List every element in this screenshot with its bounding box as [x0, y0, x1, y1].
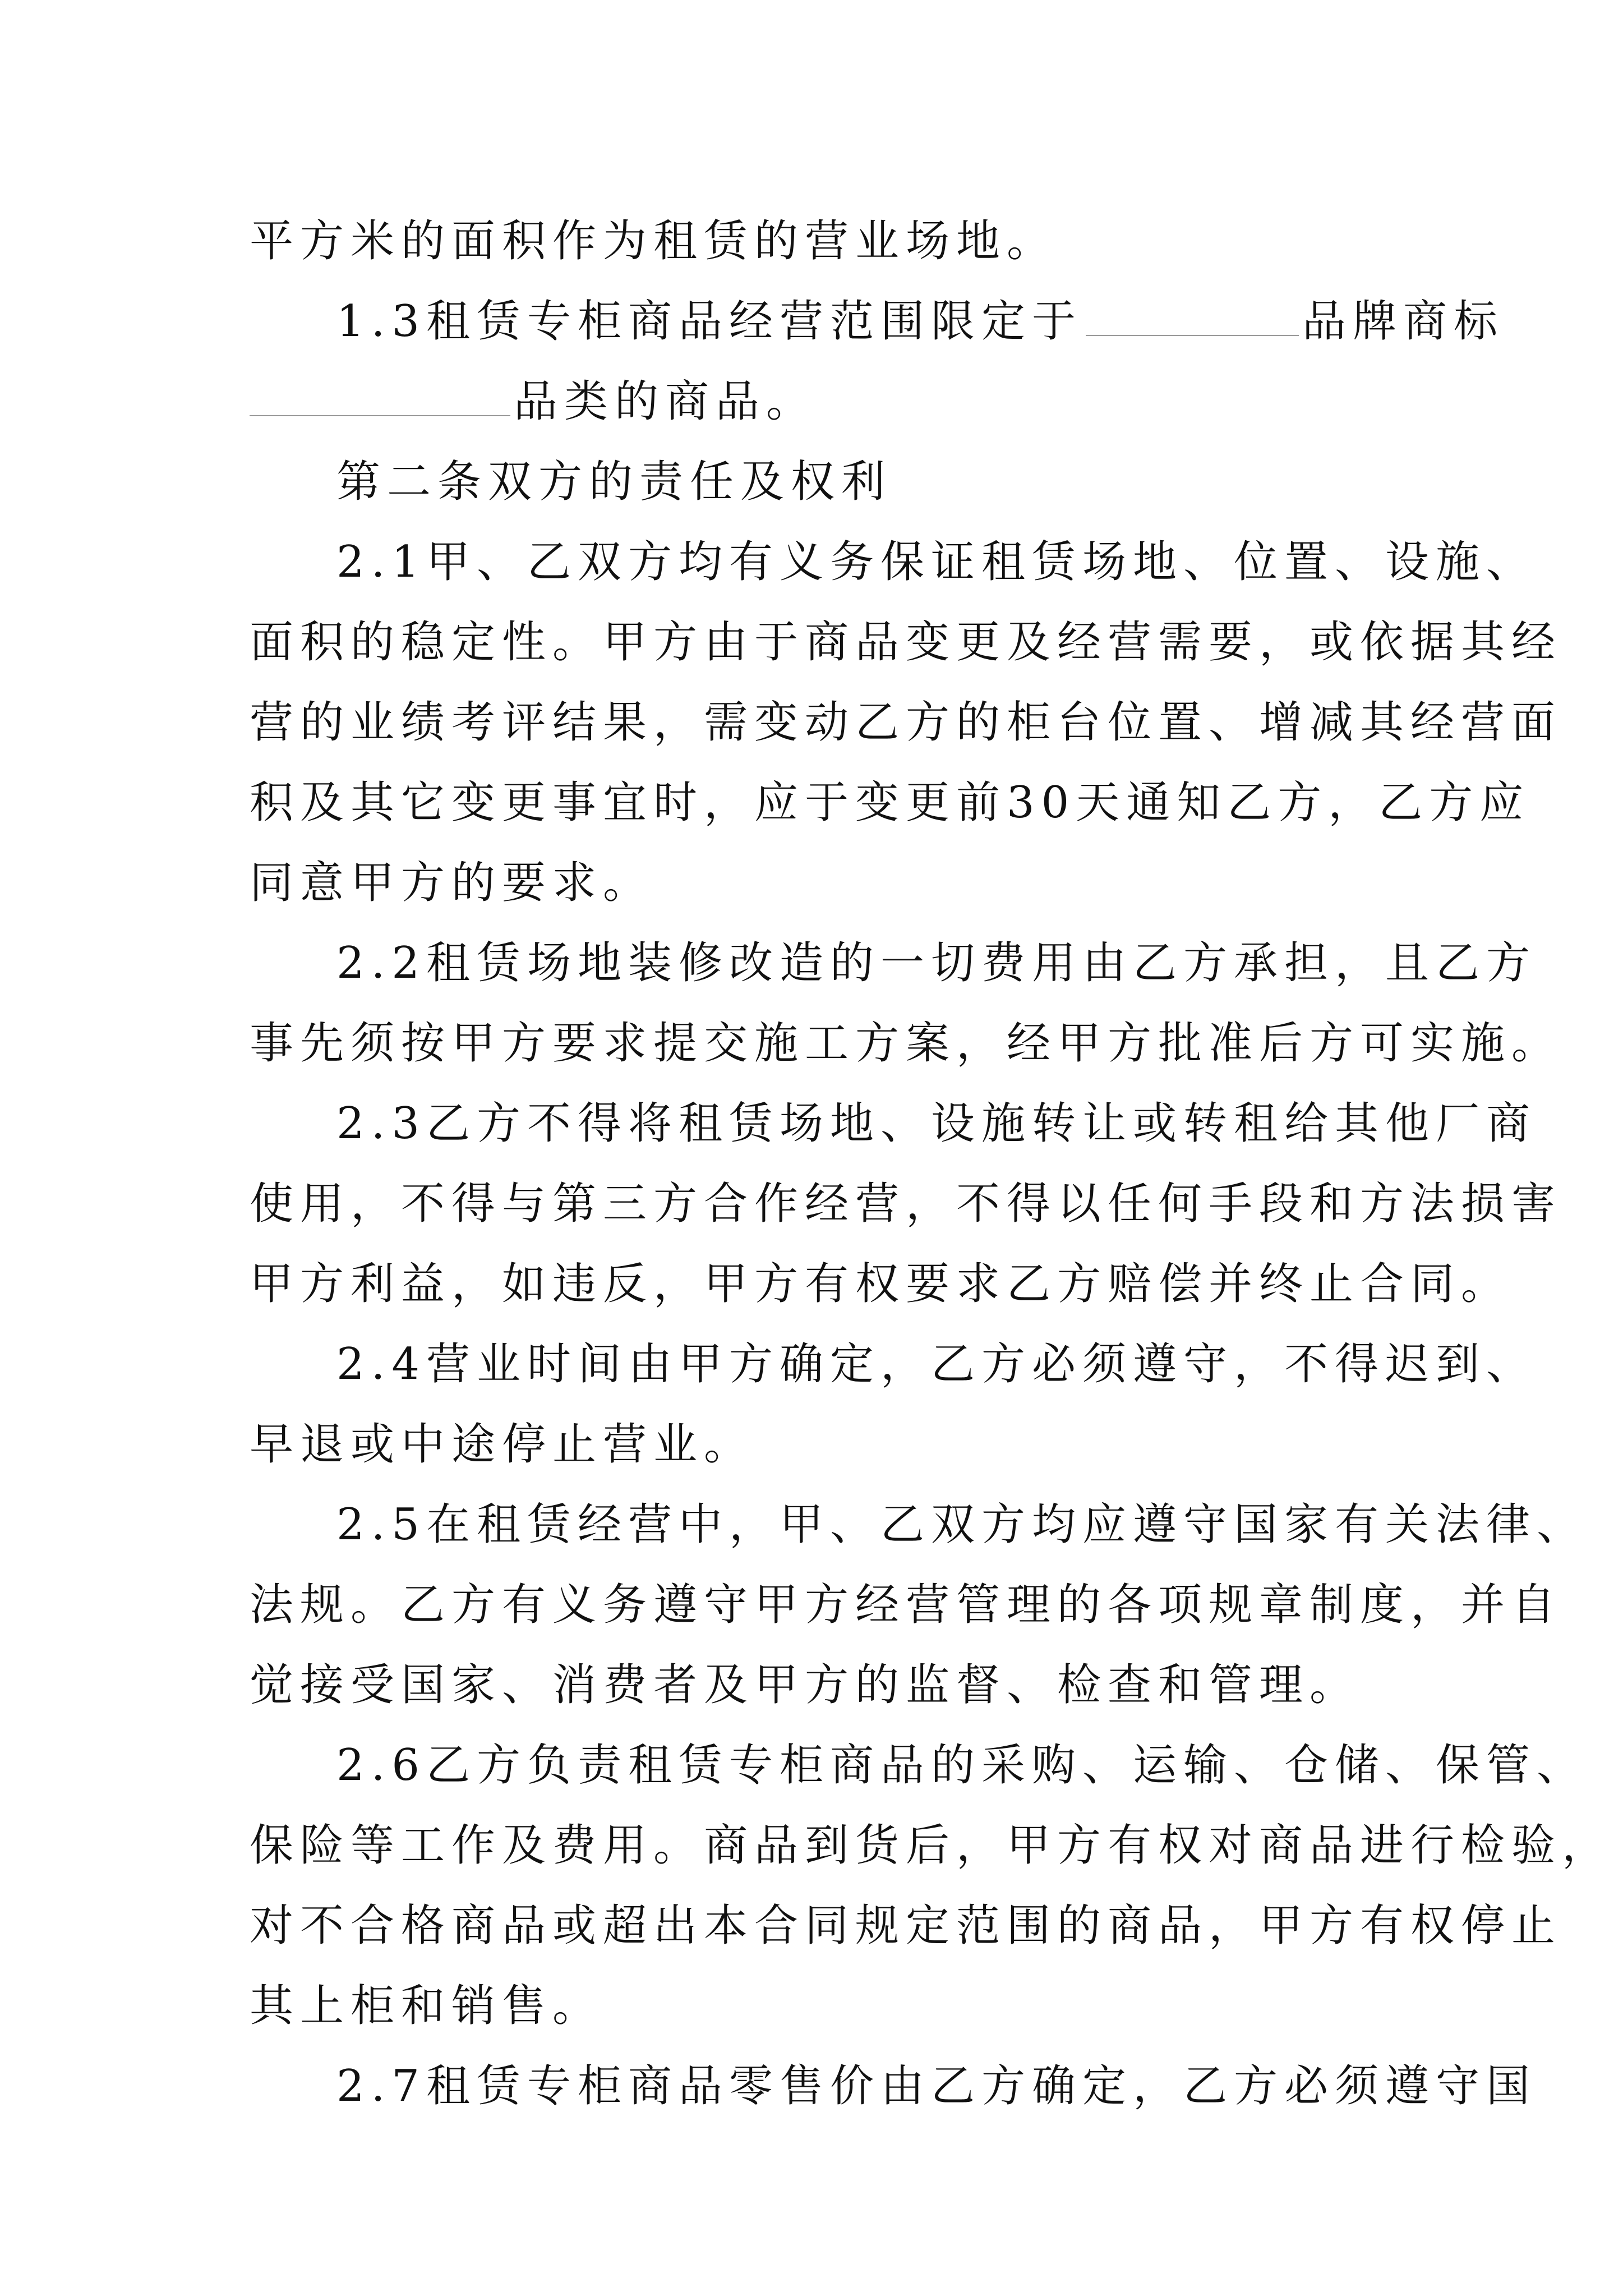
- blank-category-field: [250, 415, 510, 416]
- text-line: 2.1甲、乙双方均有义务保证租赁场地、位置、设施、: [336, 537, 1537, 587]
- text-line: 2.7租赁专柜商品零售价由乙方确定，乙方必须遵守国: [336, 2061, 1537, 2111]
- text-line: 使用，不得与第三方合作经营，不得以任何手段和方法损害: [250, 1179, 1562, 1229]
- text-line: 事先须按甲方要求提交施工方案，经甲方批准后方可实施。: [250, 1018, 1562, 1069]
- text-line: 2.6乙方负责租赁专柜商品的采购、运输、仓储、保管、: [336, 1740, 1588, 1791]
- text-line: 平方米的面积作为租赁的营业场地。: [250, 216, 1058, 266]
- text-line: 甲方利益，如违反，甲方有权要求乙方赔偿并终止合同。: [250, 1259, 1512, 1309]
- blank-brand-field: [1086, 334, 1299, 336]
- text-line: 早退或中途停止营业。: [250, 1419, 755, 1470]
- text-segment: 品牌商标: [1302, 296, 1505, 347]
- text-line: 面积的稳定性。甲方由于商品变更及经营需要，或依据其经: [250, 617, 1562, 668]
- clause-1-3-line: [336, 279, 1505, 364]
- text-line: 法规。乙方有义务遵守甲方经营管理的各项规章制度，并自: [250, 1580, 1562, 1630]
- text-line: 2.3乙方不得将租赁场地、设施转让或转租给其他厂商: [336, 1098, 1537, 1149]
- clause-1-3-line-2: [250, 360, 1405, 444]
- text-line: 保险等工作及费用。商品到货后，甲方有权对商品进行检验，: [250, 1820, 1613, 1871]
- text-line: 积及其它变更事宜时，应于变更前30天通知乙方，乙方应: [250, 777, 1530, 828]
- section-heading: 第二条双方的责任及权利: [336, 457, 892, 507]
- text-line: 营的业绩考评结果，需变动乙方的柜台位置、增减其经营面: [250, 697, 1562, 748]
- text-segment: 品类的商品。: [514, 376, 817, 427]
- text-line: 觉接受国家、消费者及甲方的监督、检查和管理。: [250, 1660, 1361, 1710]
- text-line: 2.2租赁场地装修改造的一切费用由乙方承担，且乙方: [336, 938, 1537, 988]
- text-line: 其上柜和销售。: [250, 1981, 603, 2031]
- text-segment: 1.3租赁专柜商品经营范围限定于: [336, 296, 1083, 347]
- text-line: 2.5在租赁经营中，甲、乙双方均应遵守国家有关法律、: [336, 1499, 1588, 1550]
- text-line: 对不合格商品或超出本合同规定范围的商品，甲方有权停止: [250, 1901, 1562, 1951]
- text-line: 同意甲方的要求。: [250, 858, 654, 908]
- text-line: 2.4营业时间由甲方确定，乙方必须遵守，不得迟到、: [336, 1339, 1537, 1389]
